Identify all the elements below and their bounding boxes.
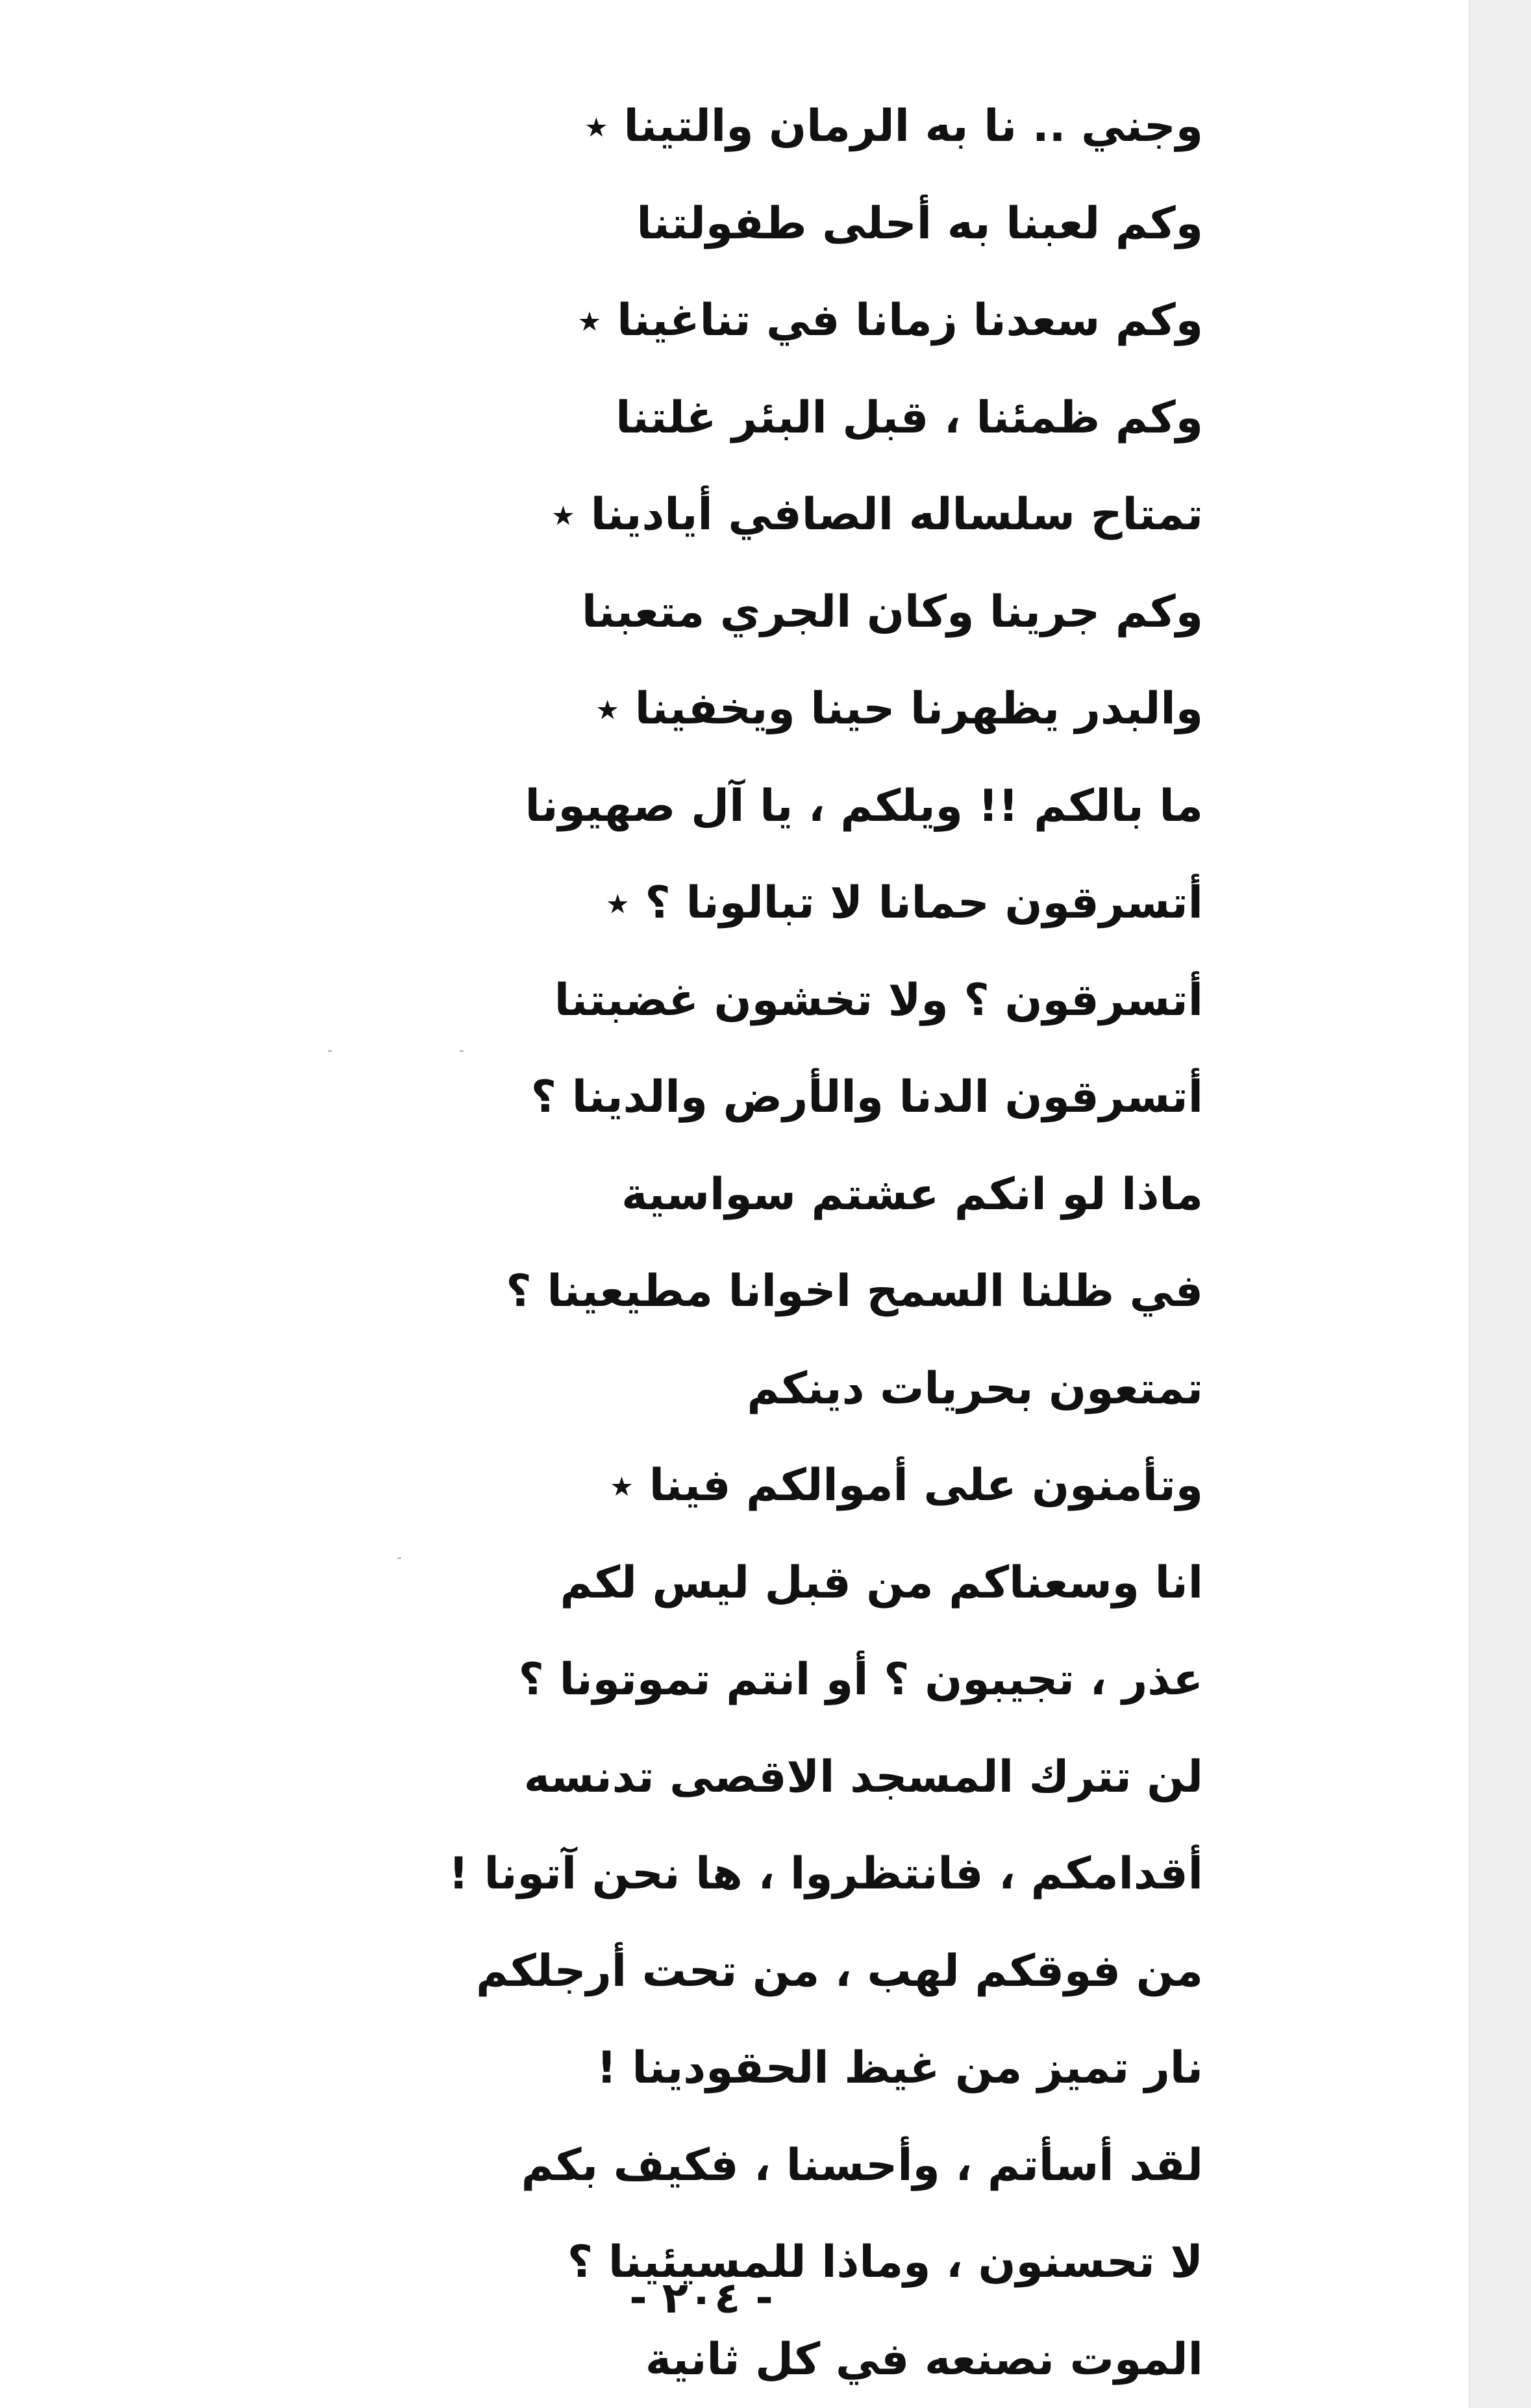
poem-line: من فوقكم لهب ، من تحت أرجلكم [475,1945,1203,1997]
poem-line: تمتاح سلساله الصافي أيادينا ٭ [551,489,1203,540]
poem-line: ماذا لو انكم عشتم سواسية [621,1168,1203,1220]
poem-line: أتسرقون ؟ ولا تخشون غضبتنا [554,974,1203,1026]
poem-line: انا وسعناكم من قبل ليس لكم [560,1557,1203,1609]
poem-line: وكم سعدنا زمانا في تناغينا ٭ [577,295,1203,346]
poem-line: وكم لعبنا به أحلى طفولتنا [636,197,1203,249]
poem-line: لن تترك المسجد الاقصى تدنسه [523,1751,1203,1803]
scan-speck [397,1557,401,1559]
poem-line: وكم ظمئنا ، قبل البئر غلتنا [616,392,1203,444]
poem-line: أقدامكم ، فانتظروا ، ها نحن آتونا ! [448,1848,1203,1900]
poem-line: أتسرقون الدنا والأرض والدينا ؟ [530,1072,1203,1123]
poem-line: وجني .. نا به الرمان والتينا ٭ [584,101,1203,152]
page-number: - ٢٠٤ - [629,2273,773,2323]
poem-line: أتسرقون حمانا لا تبالونا ؟ ٭ [605,877,1203,929]
poem-line: الموت نصنعه في كل ثانية [645,2333,1203,2385]
poem-text [424,78,1203,2408]
poem-line: والبدر يظهرنا حينا ويخفينا ٭ [595,683,1203,734]
poem-line: نار تميز من غيظ الحقودينا ! [596,2042,1203,2094]
poem-line: تمتعون بحريات دينكم [747,1362,1203,1414]
scan-margin-strip [1469,0,1531,2408]
poem-line: وكم جرينا وكان الجري متعبنا [581,586,1203,638]
poem-line: ما بالكم !! ويلكم ، يا آل صهيونا [525,780,1203,832]
poem-line: لا تحسنون ، وماذا للمسيئينا ؟ [567,2237,1203,2288]
poem-line: لقد أسأتم ، وأحسنا ، فكيف بكم [521,2139,1203,2191]
scan-speck [328,1050,332,1052]
poem-line: في ظلنا السمح اخوانا مطيعينا ؟ [506,1266,1203,1317]
poem-line: عذر ، تجيبون ؟ أو انتم تموتونا ؟ [518,1654,1203,1705]
poem-line: وتأمنون على أموالكم فينا ٭ [610,1460,1203,1511]
